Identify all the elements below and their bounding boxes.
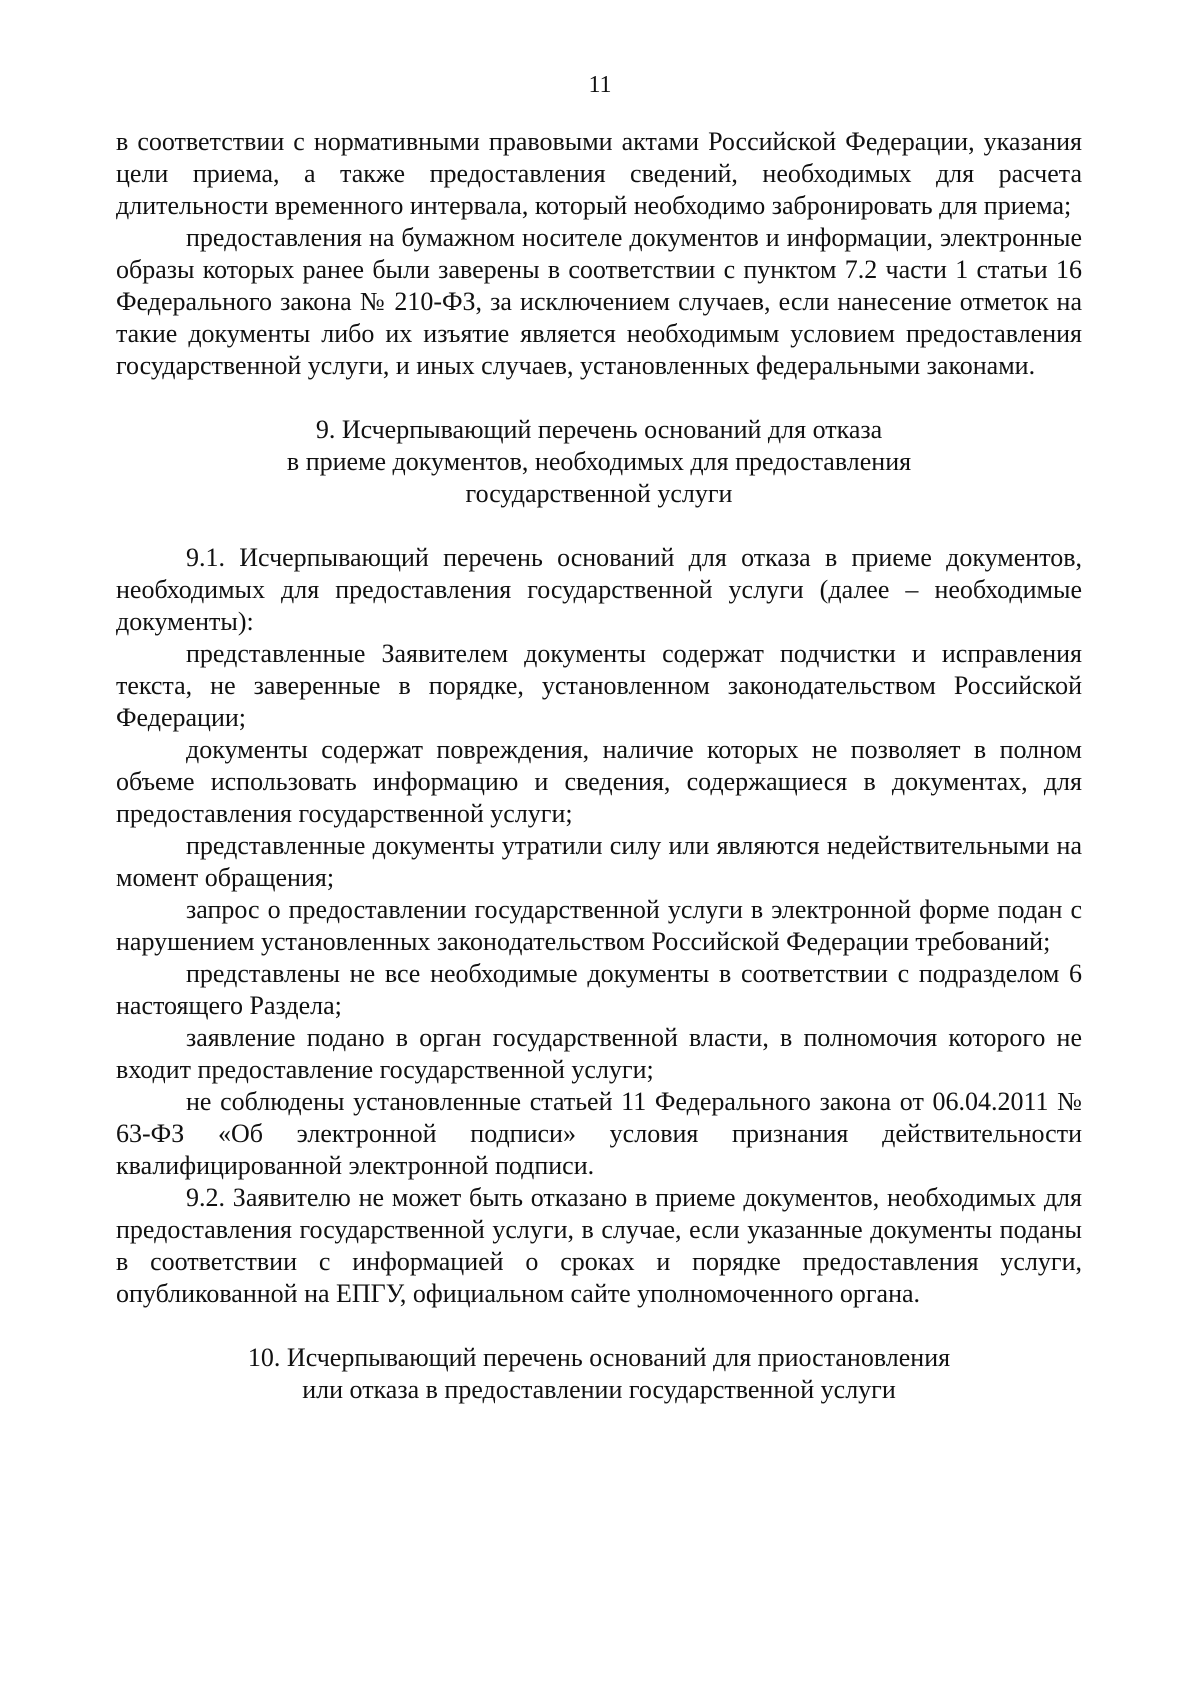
page-number: 11 (588, 72, 612, 98)
paragraph-9-1: 9.1. Исчерпывающий перечень оснований для отказа в приеме документов, необходимых для предоставления государственной услуги (далее – необходимые документы): (116, 543, 1082, 636)
heading-line: 9. Исчерпывающий перечень оснований для отказа (315, 415, 883, 444)
paragraph-ground-incomplete: представлены не все необходимые документы в соответствии с подразделом 6 настоящего Раздела; (116, 959, 1082, 1020)
paragraph-ground-electronic-violation: запрос о предоставлении государственной услуги в электронной форме подан с нарушением установленных законодательством Российской Федерации требований; (116, 895, 1082, 956)
paragraph-continued: в соответствии с нормативными правовыми актами Российской Федерации, указания цели приема, а также предоставления сведений, необходимых для расчета длительности временного интервала, который необходимо забронировать для приема; (116, 127, 1082, 220)
paragraph-ground-damage: документы содержат повреждения, наличие которых не позволяет в полном объеме использовать информацию и сведения, содержащиеся в документах, для предоставления государственной услуги; (116, 735, 1082, 828)
heading-line: 10. Исчерпывающий перечень оснований для приостановления (247, 1343, 951, 1372)
paragraph-paper-documents: предоставления на бумажном носителе документов и информации, электронные образы которых ранее были заверены в соответствии с пунктом 7.2 части 1 статьи 16 Федерального закона № 210-ФЗ, за исключением случаев, если нанесение отметок на такие документы либо их изъятие является необходимым условием предоставления государственной услуги, и иных случаев, установленных федеральными законами. (116, 223, 1082, 380)
heading-line: или отказа в предоставлении государственной услуги (302, 1375, 896, 1404)
heading-line: в приеме документов, необходимых для предоставления (286, 447, 912, 476)
document-body (116, 126, 1082, 1406)
paragraph-ground-corrections: представленные Заявителем документы содержат подчистки и исправления текста, не заверенные в порядке, установленном законодательством Российской Федерации; (116, 639, 1082, 732)
paragraph-ground-signature: не соблюдены установленные статьей 11 Федерального закона от 06.04.2011 № 63-ФЗ «Об электронной подписи» условия признания действительности квалифицированной электронной подписи. (116, 1087, 1082, 1180)
section-10-heading (116, 1342, 1082, 1406)
paragraph-9-2: 9.2. Заявителю не может быть отказано в приеме документов, необходимых для предоставления государственной услуги, в случае, если указанные документы поданы в соответствии с информацией о сроках и порядке предоставления услуги, опубликованной на ЕПГУ, официальном сайте уполномоченного органа. (116, 1183, 1082, 1308)
section-9-heading (116, 414, 1082, 510)
paragraph-ground-expired: представленные документы утратили силу или являются недействительными на момент обращения; (116, 831, 1082, 892)
heading-line: государственной услуги (465, 479, 733, 508)
paragraph-ground-wrong-authority: заявление подано в орган государственной власти, в полномочия которого не входит предоставление государственной услуги; (116, 1023, 1082, 1084)
